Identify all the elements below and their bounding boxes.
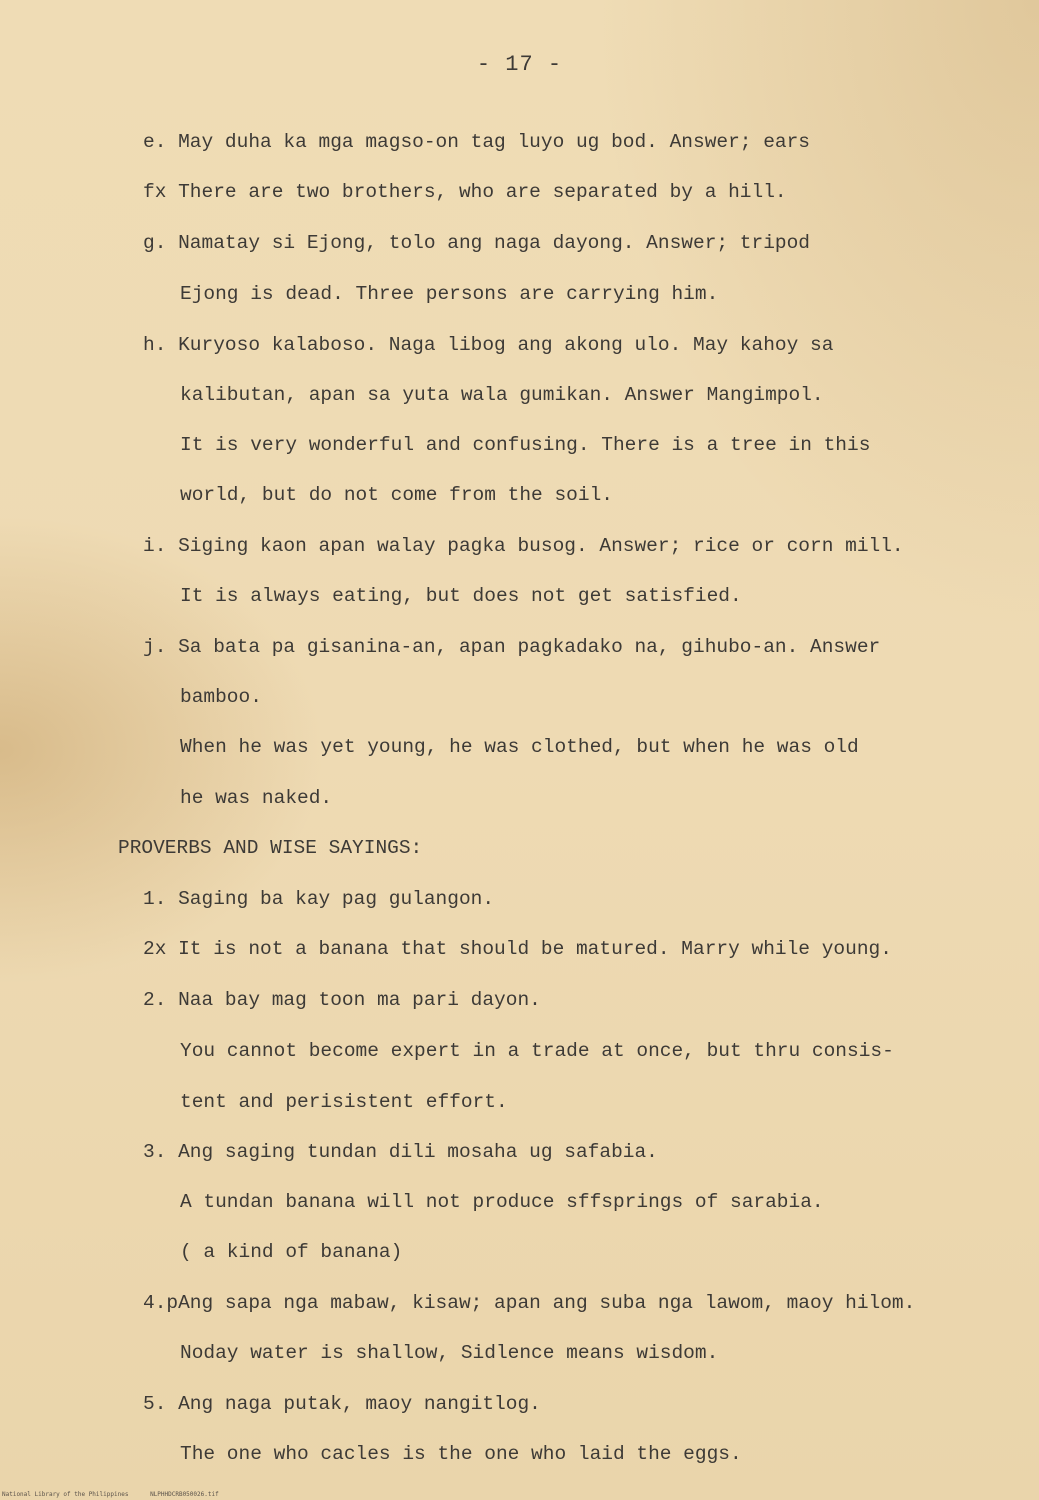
library-name: National Library of the Philippines [2, 1491, 129, 1498]
riddle-text: There are two brothers, who are separated by a hill. [178, 181, 787, 203]
proverb-marker: 4. [143, 1292, 167, 1314]
proverb-translation-1 [143, 940, 892, 960]
riddle-marker: e. [143, 131, 167, 153]
riddle-text: Sa bata pa gisanina-an, apan pagkadako na, gihubo-an. Answer [178, 636, 881, 658]
riddle-translation: When he was yet young, he was clothed, but when he was old [180, 736, 859, 758]
proverb-translation: The one who cacles is the one who laid the eggs. [180, 1443, 742, 1465]
proverb-1 [143, 890, 494, 910]
riddle-j [143, 638, 880, 658]
riddle-h [143, 336, 833, 356]
riddle-marker: i. [143, 535, 167, 557]
proverb-3 [143, 1143, 658, 1163]
proverb-5 [143, 1395, 541, 1415]
riddle-translation: world, but do not come from the soil. [180, 484, 613, 506]
proverb-marker: 2. [143, 989, 167, 1011]
proverb-text: pAng sapa nga mabaw, kisaw; apan ang suba nga lawom, maoy hilom. [166, 1292, 916, 1314]
riddle-text-continued: bamboo. [180, 686, 262, 708]
proverb-translation: A tundan banana will not produce sffsprings of sarabia. [180, 1191, 824, 1213]
riddle-marker: h. [143, 334, 167, 356]
file-id: NLPHHDCRB050026.tif [150, 1491, 219, 1498]
proverb-note: ( a kind of banana) [180, 1241, 403, 1263]
riddle-i [143, 537, 904, 557]
riddle-translation: he was naked. [180, 787, 333, 809]
proverb-marker: 2x [143, 938, 167, 960]
proverb-text: Ang saging tundan dili mosaha ug safabia. [178, 1141, 658, 1163]
riddle-text: Kuryoso kalaboso. Naga libog ang akong ulo. May kahoy sa [178, 334, 834, 356]
riddle-g [143, 234, 810, 254]
proverb-marker: 5. [143, 1393, 167, 1415]
proverb-text: Saging ba kay pag gulangon. [178, 888, 495, 910]
riddle-text: Namatay si Ejong, tolo ang naga dayong. Answer; tripod [178, 232, 811, 254]
proverb-marker: 3. [143, 1141, 167, 1163]
proverb-translation: tent and perisistent effort. [180, 1091, 508, 1113]
proverb-text: Naa bay mag toon ma pari dayon. [178, 989, 541, 1011]
proverb-text: It is not a banana that should be matured. Marry while young. [178, 938, 892, 960]
riddle-marker: j. [143, 636, 167, 658]
scan-footer [2, 1491, 237, 1498]
section-heading: PROVERBS AND WISE SAYINGS: [118, 837, 423, 859]
riddle-marker: fx [143, 181, 167, 203]
riddle-marker: g. [143, 232, 167, 254]
riddle-text: May duha ka mga magso-on tag luyo ug bod. Answer; ears [178, 131, 811, 153]
proverb-text: Ang naga putak, maoy nangitlog. [178, 1393, 541, 1415]
riddle-translation: Ejong is dead. Three persons are carrying him. [180, 283, 719, 305]
riddle-translation: It is very wonderful and confusing. There is a tree in this [180, 434, 871, 456]
proverb-marker: 1. [143, 888, 167, 910]
riddle-e [143, 133, 810, 153]
page-number: - 17 - [476, 52, 563, 77]
proverb-translation: Noday water is shallow, Sidlence means wisdom. [180, 1342, 719, 1364]
riddle-text-continued: kalibutan, apan sa yuta wala gumikan. Answer Mangimpol. [180, 384, 824, 406]
riddle-f [143, 183, 787, 203]
proverb-2 [143, 991, 541, 1011]
proverb-translation: You cannot become expert in a trade at once, but thru consis- [180, 1040, 894, 1062]
proverb-4 [143, 1294, 915, 1314]
riddle-text: Siging kaon apan walay pagka busog. Answer; rice or corn mill. [178, 535, 904, 557]
riddle-translation: It is always eating, but does not get satisfied. [180, 585, 742, 607]
